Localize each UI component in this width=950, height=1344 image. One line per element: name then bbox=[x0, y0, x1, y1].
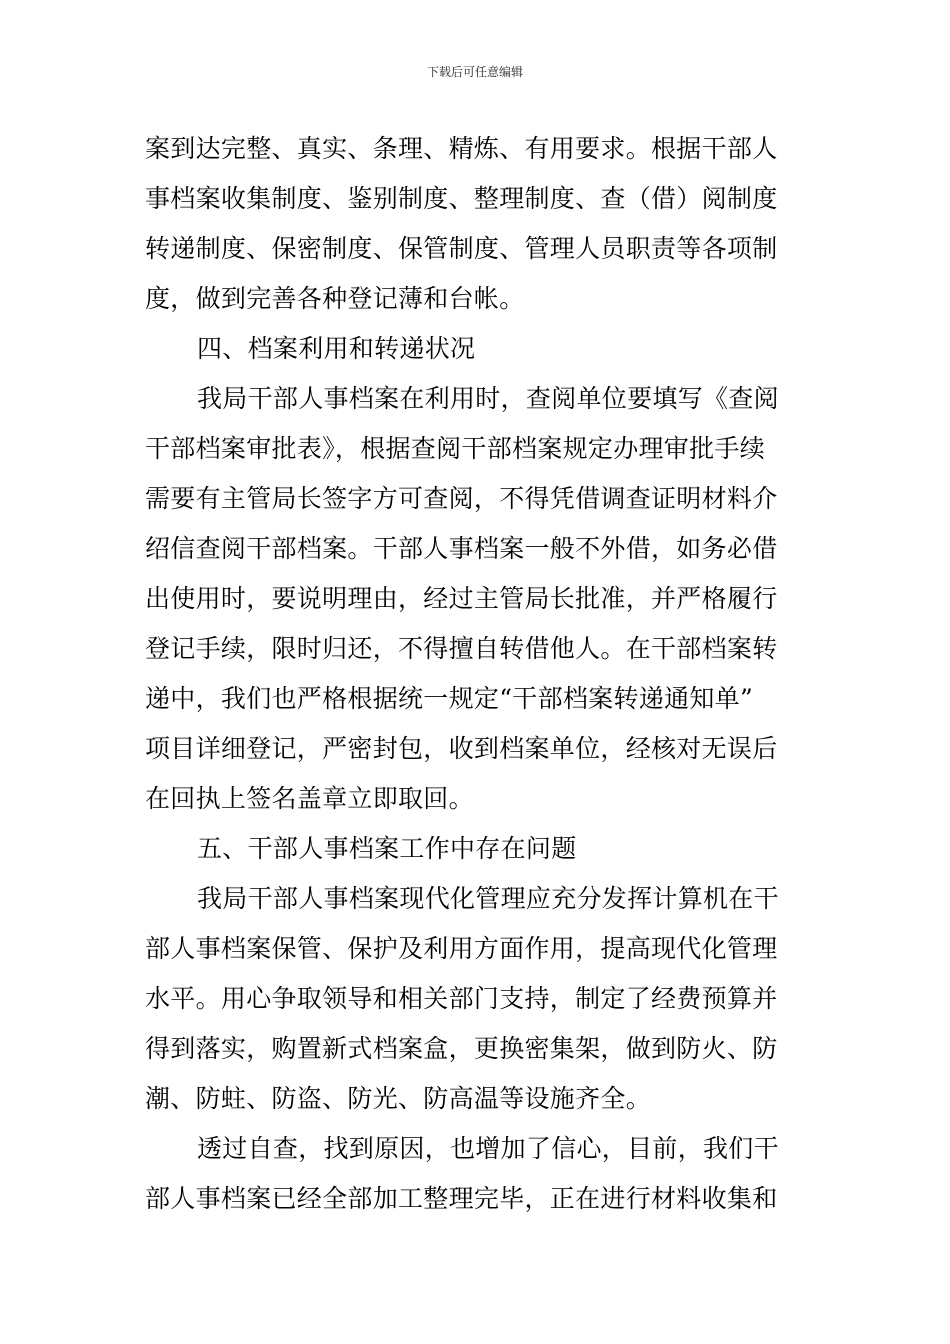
paragraph-start: 透过自查，找到原因，也增加了信心，目前，我们干 bbox=[197, 1134, 779, 1163]
text-line: 登记手续，限时归还，不得擅自转借他人。在干部档案转 bbox=[145, 634, 778, 663]
text-line: 案到达完整、真实、条理、精炼、有用要求。根据干部人 bbox=[145, 134, 778, 163]
text-line: 递中，我们也严格根据统一规定“干部档案转递通知单” bbox=[145, 684, 754, 713]
text-line: 水平。用心争取领导和相关部门支持，制定了经费预算并 bbox=[145, 984, 778, 1013]
text-line: 绍信查阅干部档案。干部人事档案一般不外借，如务必借 bbox=[145, 534, 778, 563]
text-line: 出使用时，要说明理由，经过主管局长批准，并严格履行 bbox=[145, 584, 778, 613]
page-header: 下载后可任意编辑 bbox=[426, 65, 523, 79]
text-line: 事档案收集制度、鉴别制度、整理制度、查（借）阅制度 bbox=[145, 184, 778, 213]
text-line: 得到落实，购置新式档案盒，更换密集架，做到防火、防 bbox=[145, 1034, 778, 1063]
section-heading-4: 四、档案利用和转递状况 bbox=[197, 334, 476, 363]
section-heading-5: 五、干部人事档案工作中存在问题 bbox=[197, 834, 577, 863]
text-line: 干部档案审批表》，根据查阅干部档案规定办理审批手续 bbox=[145, 434, 766, 463]
text-line: 转递制度、保密制度、保管制度、管理人员职责等各项制 bbox=[145, 234, 778, 263]
text-line: 部人事档案保管、保护及利用方面作用，提高现代化管理 bbox=[145, 934, 778, 963]
text-line: 项目详细登记，严密封包，收到档案单位，经核对无误后 bbox=[145, 734, 778, 763]
text-line: 需要有主管局长签字方可查阅，不得凭借调查证明材料介 bbox=[145, 484, 778, 513]
paragraph-start: 我局干部人事档案在利用时，查阅单位要填写《查阅 bbox=[197, 384, 779, 413]
text-line: 部人事档案已经全部加工整理完毕，正在进行材料收集和 bbox=[145, 1184, 778, 1213]
text-line: 潮、防蛀、防盗、防光、防高温等设施齐全。 bbox=[145, 1084, 652, 1113]
paragraph-start: 我局干部人事档案现代化管理应充分发挥计算机在干 bbox=[197, 884, 779, 913]
text-line: 在回执上签名盖章立即取回。 bbox=[145, 784, 474, 813]
document-body bbox=[145, 124, 815, 1224]
text-line: 度，做到完善各种登记薄和台帐。 bbox=[145, 284, 525, 313]
